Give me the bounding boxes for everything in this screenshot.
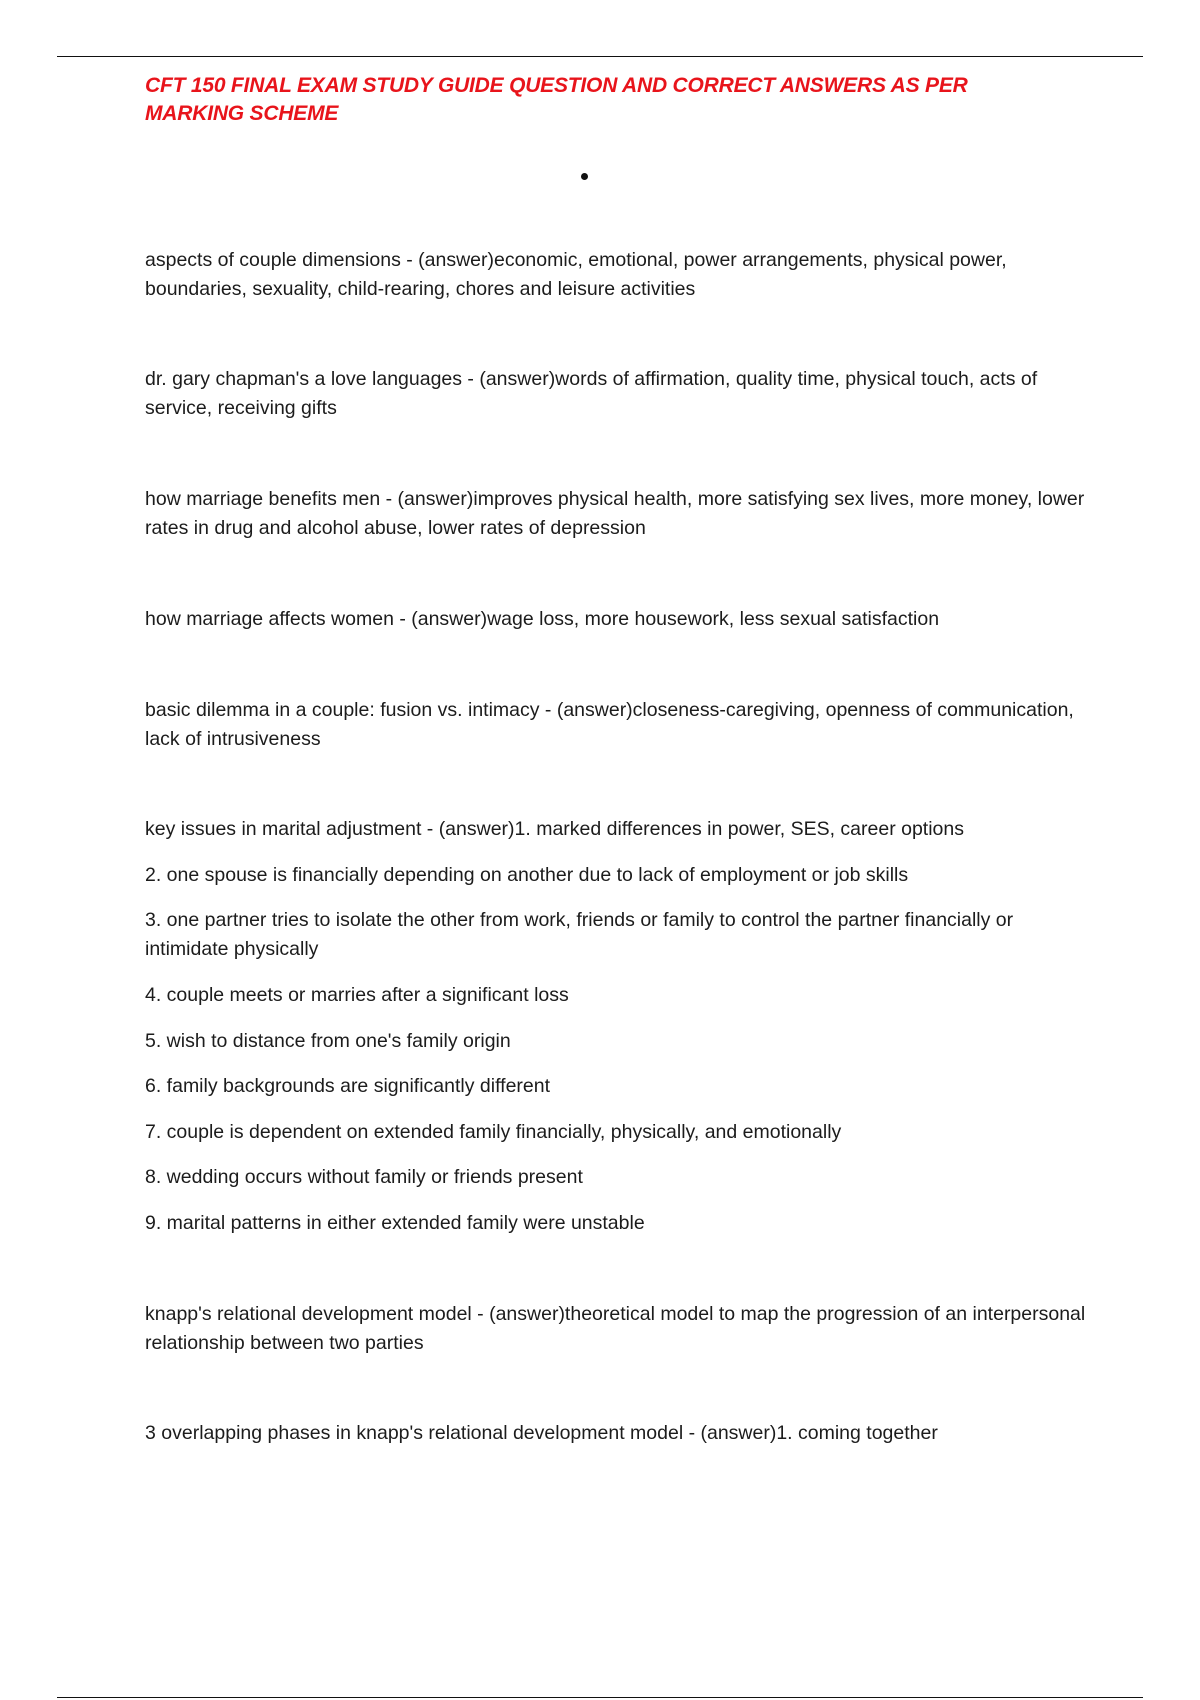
list-item: 8. wedding occurs without family or friends present [145, 1166, 583, 1188]
list-item: 6. family backgrounds are significantly different [145, 1075, 551, 1097]
qa-entry-fusion-vs-intimacy: basic dilemma in a couple: fusion vs. intimacy - (answer)closeness-caregiving, openness of communication, lack of intrusiveness [145, 699, 1074, 750]
qa-entry-knapp-phases: 3 overlapping phases in knapp's relational development model - (answer)1. coming together [145, 1422, 938, 1444]
qa-entry-love-languages: dr. gary chapman's a love languages - (answer)words of affirmation, quality time, physical touch, acts of service, receiving gifts [145, 368, 1038, 419]
list-item: 5. wish to distance from one's family origin [145, 1030, 511, 1052]
list-item: 4. couple meets or marries after a significant loss [145, 984, 569, 1006]
bottom-rule [57, 1697, 1143, 1698]
qa-entry-marital-adjustment: key issues in marital adjustment - (answer)1. marked differences in power, SES, career options [145, 818, 964, 840]
top-rule [57, 56, 1143, 57]
document-title: CFT 150 FINAL EXAM STUDY GUIDE QUESTION AND CORRECT ANSWERS AS PER MARKING SCHEME [145, 74, 968, 125]
qa-entry-marriage-benefits-men: how marriage benefits men - (answer)improves physical health, more satisfying sex lives, more money, lower rates in drug and alcohol abuse, lower rates of depression [145, 488, 1085, 539]
list-item: 3. one partner tries to isolate the other from work, friends or family to control the partner financially or intimidate physically [145, 909, 1014, 960]
list-item: 9. marital patterns in either extended family were unstable [145, 1212, 645, 1234]
qa-entry-knapp-model: knapp's relational development model - (answer)theoretical model to map the progression of an interpersonal relationship between two parties [145, 1303, 1086, 1354]
list-item: 7. couple is dependent on extended family financially, physically, and emotionally [145, 1121, 842, 1143]
qa-entry-marriage-affects-women: how marriage affects women - (answer)wage loss, more housework, less sexual satisfaction [145, 608, 940, 630]
qa-entry-couple-dimensions: aspects of couple dimensions - (answer)economic, emotional, power arrangements, physical power, boundaries, sexuality, child-rearing, chores and leisure activities [145, 249, 1007, 300]
bullet-dot [581, 173, 588, 180]
list-item: 2. one spouse is financially depending on another due to lack of employment or job skills [145, 864, 909, 886]
